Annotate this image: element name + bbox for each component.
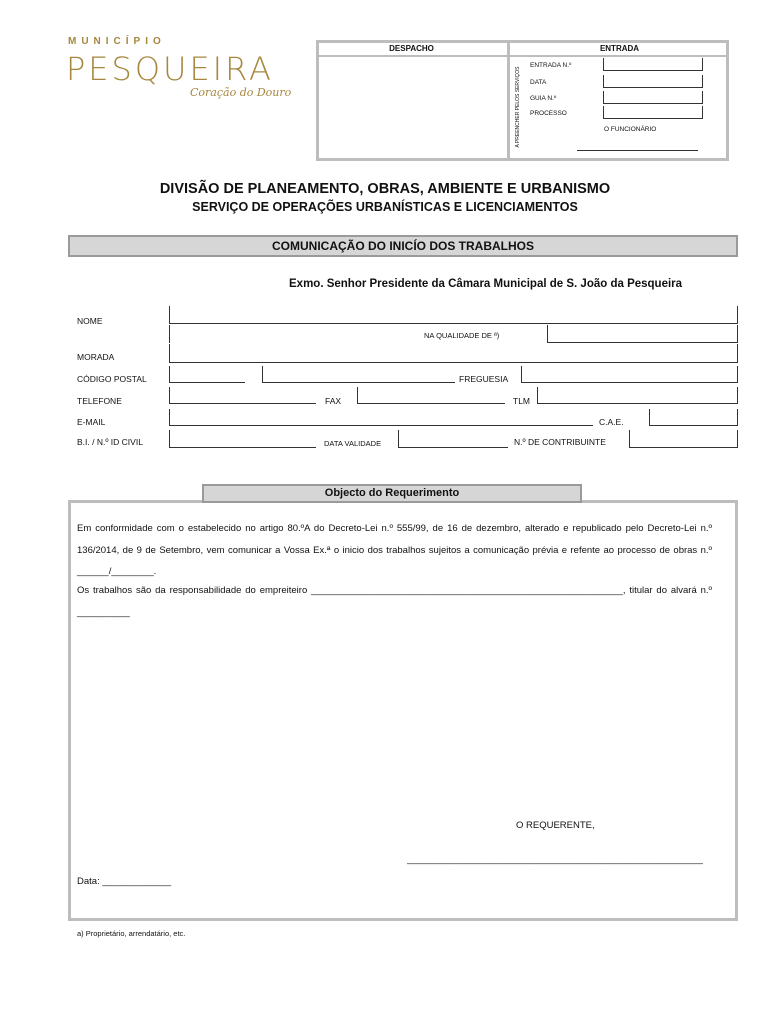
telefone-field[interactable] xyxy=(169,387,316,404)
data-validade-label: DATA VALIDADE xyxy=(324,439,382,448)
tlm-label: TLM xyxy=(513,396,530,406)
codigo-postal-label: CÓDIGO POSTAL xyxy=(77,374,147,384)
fax-field[interactable] xyxy=(357,387,505,404)
qualidade-field[interactable] xyxy=(547,325,738,343)
data-label: DATA xyxy=(530,79,547,86)
objecto-title: Objecto do Requerimento xyxy=(324,487,460,499)
tlm-field[interactable] xyxy=(537,387,738,404)
form-title-bar xyxy=(68,235,738,257)
bi-label: B.I. / N.º ID CIVIL xyxy=(77,437,143,447)
objecto-title-bar xyxy=(202,484,582,503)
funcionario-label: O FUNCIONÁRIO xyxy=(604,126,657,133)
services-vertical-label: A PREENCHER PELOS SERVIÇOS xyxy=(515,66,521,148)
header-title-bar xyxy=(316,55,729,57)
municipality-logo xyxy=(62,36,302,106)
bi-field[interactable] xyxy=(169,430,316,448)
guia-field[interactable] xyxy=(603,91,703,104)
processo-label: PROCESSO xyxy=(530,110,567,117)
entrada-label: ENTRADA xyxy=(599,44,640,53)
nome-field-2[interactable] xyxy=(169,325,394,343)
freguesia-field[interactable] xyxy=(521,366,738,383)
funcionario-signature-line xyxy=(577,150,698,151)
contribuinte-label: N.º DE CONTRIBUINTE xyxy=(514,437,606,447)
requerente-signature-line[interactable]: ________________________________________________________ xyxy=(407,854,703,865)
nome-label: NOME xyxy=(77,316,103,326)
objecto-paragraph-2: Os trabalhos são da responsabilidade do empreiteiro ___________________________________________________________, titular do alvará n.º __________ xyxy=(77,585,712,618)
footnote: a) Proprietário, arrendatário, etc. xyxy=(77,929,186,938)
logo-main-text: PESQUEIRA xyxy=(66,50,274,88)
requerente-label: O REQUERENTE, xyxy=(516,820,595,831)
service-title: SERVIÇO DE OPERAÇÕES URBANÍSTICAS E LICENCIAMENTOS xyxy=(192,200,578,214)
qualidade-label: NA QUALIDADE DE ª) xyxy=(424,331,500,340)
header-divider xyxy=(507,40,510,161)
form-title: COMUNICAÇÃO DO INICÍO DOS TRABALHOS xyxy=(272,239,534,253)
data-validade-field[interactable] xyxy=(398,430,508,448)
codigo-postal-field-2[interactable] xyxy=(262,366,455,383)
logo-top-text: MUNICÍPIO xyxy=(68,36,166,47)
morada-field[interactable] xyxy=(169,344,738,363)
email-label: E-MAIL xyxy=(77,417,106,427)
email-field[interactable] xyxy=(169,409,593,426)
telefone-label: TELEFONE xyxy=(77,396,122,406)
cae-label: C.A.E. xyxy=(599,417,624,427)
morada-label: MORADA xyxy=(77,352,115,362)
objecto-paragraph-1: Em conformidade com o estabelecido no artigo 80.ºA do Decreto-Lei n.º 555/99, de 16 de dezembro, alterado e republicado pelo Decreto-Lei n.º 136/2014, de 9 de Setembro, vem comunicar a Vossa Ex.ª o inicio dos trabalhos sujeitos a comunicação prévia e refente ao processo de obras n.º ______/________. xyxy=(77,523,712,577)
fax-label: FAX xyxy=(325,396,342,406)
processo-field[interactable] xyxy=(603,106,703,119)
date-field[interactable]: Data: _____________ xyxy=(77,876,172,887)
addressee: Exmo. Senhor Presidente da Câmara Municipal de S. João da Pesqueira xyxy=(289,278,683,290)
freguesia-label: FREGUESIA xyxy=(459,374,509,384)
logo-tagline: Coração do Douro xyxy=(190,86,292,99)
contribuinte-field[interactable] xyxy=(629,430,738,448)
codigo-postal-field-1[interactable] xyxy=(169,366,245,383)
entrada-no-field[interactable] xyxy=(603,58,703,71)
nome-field[interactable] xyxy=(169,306,738,324)
entrada-no-label: ENTRADA N.º xyxy=(530,62,572,69)
data-field[interactable] xyxy=(603,75,703,88)
despacho-label: DESPACHO xyxy=(389,44,434,53)
division-title: DIVISÃO DE PLANEAMENTO, OBRAS, AMBIENTE E URBANISMO xyxy=(159,181,611,197)
guia-label: GUIA N.º xyxy=(530,95,557,102)
cae-field[interactable] xyxy=(649,409,738,426)
